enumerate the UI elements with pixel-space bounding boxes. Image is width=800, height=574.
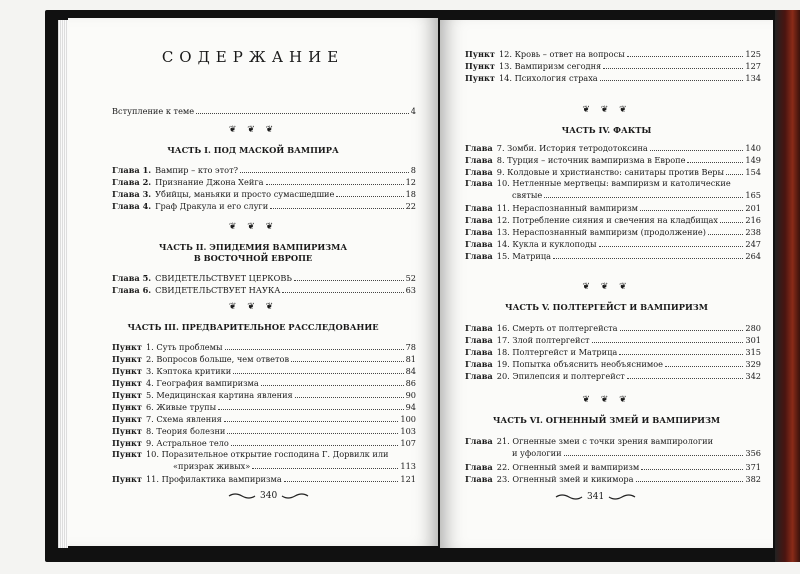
entry-page: 86 [405,378,416,388]
entry-page: 78 [405,342,416,352]
ornament-icon [228,492,256,500]
entry-label: 9. Астральное тело [145,438,229,448]
folio-number: 341 [587,492,605,502]
entry-label: 7. Зомби. История тетродотоксина [496,143,648,153]
toc-entry[interactable] [465,226,761,237]
entry-page: 100 [400,414,416,424]
toc-entry[interactable] [112,413,416,424]
toc-entry[interactable] [465,322,761,333]
entry-label: 14. Кукла и куклоподы [496,239,597,249]
entry-page: 12 [405,177,416,187]
ornament-icon [555,493,583,501]
entry-page: 18 [405,189,416,199]
entry-label: 12. Кровь – ответ на вопросы [498,49,625,59]
toc-entry[interactable] [465,346,761,357]
entry-label: СВИДЕТЕЛЬСТВУЕТ НАУКА [155,285,281,295]
entry-prefix: Глава [465,323,493,333]
entry-page: 371 [745,462,761,472]
entry-page: 84 [405,366,416,376]
toc-entry[interactable] [465,250,761,261]
toc-entry[interactable] [465,60,761,71]
entry-prefix: Пункт [112,414,142,424]
section-ornament: ❦ ❦ ❦ [582,105,631,115]
entry-page: 103 [400,426,416,436]
entry-page: 94 [405,402,416,412]
entry-page: 216 [745,215,761,225]
entry-label: и уфологии [512,448,562,458]
toc-entry[interactable] [112,473,416,484]
entry-prefix: Пункт [112,449,142,459]
toc-entry[interactable] [112,176,416,187]
entry-page: 22 [405,201,416,211]
page-number [228,491,309,501]
entry-prefix: Глава 5. [112,273,152,283]
entry-label: 4. География вампиризма [145,378,259,388]
part-heading: ЧАСТЬ I. ПОД МАСКОЙ ВАМПИРА [167,145,339,155]
toc-entry[interactable] [465,202,761,213]
toc-entry[interactable] [465,214,761,225]
entry-prefix: Пункт [112,402,142,412]
toc-entry[interactable] [112,353,416,364]
part-heading-line2: В ВОСТОЧНОЙ ЕВРОПЕ [193,253,313,263]
part-heading: ЧАСТЬ II. ЭПИДЕМИЯ ВАМПИРИЗМА [158,242,348,252]
entry-prefix: Глава 4. [112,201,152,211]
toc-entry[interactable] [465,72,761,83]
entry-prefix: Глава 3. [112,189,152,199]
entry-page: 107 [400,438,416,448]
left-page [68,18,438,546]
entry-prefix: Глава [465,462,493,472]
entry-page: 315 [745,347,761,357]
part-heading: ЧАСТЬ IV. ФАКТЫ [561,125,652,135]
entry-page: 90 [405,390,416,400]
entry-prefix: Глава [465,359,493,369]
entry-prefix: Пункт [112,378,142,388]
toc-entry[interactable] [465,370,761,381]
entry-prefix: Пункт [112,438,142,448]
entry-prefix: Глава [465,203,493,213]
toc-entry[interactable] [112,389,416,400]
entry-page: 113 [400,461,416,471]
entry-prefix: Глава 6. [112,285,152,295]
entry-page: 201 [745,203,761,213]
toc-entry[interactable] [112,365,416,376]
entry-label: 23. Огненный змей и кикимора [496,474,634,484]
section-ornament: ❦ ❦ ❦ [228,222,278,232]
entry-prefix: Пункт [465,61,495,71]
entry-page: 125 [745,49,761,59]
entry-label: 13. Нераспознанный вампиризм (продолжение) [496,227,706,237]
entry-label: Вампир – кто этот? [155,165,238,175]
entry-label: «призрак живых» [173,461,251,471]
entry-prefix: Глава [465,347,493,357]
entry-page: 134 [745,73,761,83]
part-heading: ЧАСТЬ III. ПРЕДВАРИТЕЛЬНОЕ РАССЛЕДОВАНИЕ [127,322,379,332]
entry-prefix: Глава [465,371,493,381]
entry-page: 4 [410,106,416,116]
page-edges [58,20,68,548]
ornament-icon [608,493,636,501]
entry-page: 301 [745,335,761,345]
entry-prefix: Глава 2. [112,177,152,187]
entry-page: 329 [745,359,761,369]
entry-label: СВИДЕТЕЛЬСТВУЕТ ЦЕРКОВЬ [155,273,292,283]
entry-page: 140 [745,143,761,153]
entry-label: 8. Турция – источник вампиризма в Европе [496,155,686,165]
part-heading: ЧАСТЬ V. ПОЛТЕРГЕЙСТ И ВАМПИРИЗМ [505,302,708,312]
entry-label: 1. Суть проблемы [145,342,223,352]
entry-label: святые [512,190,543,200]
toc-entry[interactable] [465,461,761,472]
entry-prefix: Пункт [112,366,142,376]
toc-entry[interactable] [465,334,761,345]
entry-label: 19. Попытка объяснить необъяснимое [496,359,664,369]
toc-entry[interactable] [465,358,761,369]
entry-prefix: Пункт [112,342,142,352]
section-ornament: ❦ ❦ ❦ [582,395,631,405]
entry-prefix: Глава [465,436,493,446]
entry-page: 127 [745,61,761,71]
toc-entry[interactable] [112,188,416,199]
toc-entry-cont[interactable] [512,189,761,200]
entry-label: Граф Дракула и его слуги [155,201,269,211]
entry-label: 11. Профилактика вампиризма [145,474,282,484]
toc-entry[interactable] [112,437,416,448]
section-ornament: ❦ ❦ ❦ [228,302,278,312]
entry-prefix: Глава [465,335,493,345]
entry-label: 16. Смерть от полтергейста [496,323,618,333]
toc-entry[interactable] [465,142,761,153]
toc-entry[interactable] [465,436,761,447]
entry-page: 342 [745,371,761,381]
entry-label: 14. Психология страха [498,73,598,83]
page-title: СОДЕРЖАНИЕ [161,48,345,66]
entry-page: 382 [745,474,761,484]
entry-page: 8 [410,165,416,175]
entry-prefix: Глава [465,178,493,188]
entry-label: Убийцы, маньяки и просто сумасшедшие [155,189,335,199]
entry-prefix: Глава [465,251,493,261]
right-page [440,20,773,548]
entry-prefix: Пункт [112,426,142,436]
entry-label: 8. Теория болезни [145,426,226,436]
entry-prefix: Глава [465,474,493,484]
entry-page: 154 [745,167,761,177]
toc-entry-cont[interactable] [512,447,761,458]
toc-entry[interactable] [112,401,416,412]
entry-label: 3. Кэптока критики [145,366,232,376]
entry-prefix: Глава [465,227,493,237]
entry-page: 264 [745,251,761,261]
entry-label: Вступление к теме [112,106,195,116]
toc-entry[interactable] [465,238,761,249]
entry-page: 165 [745,190,761,200]
section-ornament: ❦ ❦ ❦ [228,125,278,135]
toc-entry[interactable] [112,425,416,436]
entry-page: 149 [745,155,761,165]
entry-label: 10. Поразительное открытие господина Г. Дорвилк или [145,449,389,459]
entry-prefix: Пункт [112,474,142,484]
entry-prefix: Пункт [112,354,142,364]
entry-page: 63 [405,285,416,295]
toc-entry[interactable] [112,377,416,388]
entry-label: 5. Медицинская картина явления [145,390,293,400]
page-number [555,492,636,502]
entry-page: 238 [745,227,761,237]
entry-prefix: Пункт [465,73,495,83]
toc-entry[interactable] [465,473,761,484]
ornament-icon [281,492,309,500]
entry-label: 6. Живые трупы [145,402,217,412]
entry-prefix: Пункт [465,49,495,59]
entry-label: 17. Злой полтергейст [496,335,590,345]
toc-entry[interactable] [465,166,761,177]
entry-label: 9. Колдовые и христианство: санитары против Веры [496,167,725,177]
toc-entry[interactable] [112,341,416,352]
folio-number: 340 [260,491,278,501]
entry-label: 15. Матрица [496,251,551,261]
toc-entry[interactable] [112,284,416,295]
entry-label: 10. Нетленные мертвецы: вампиризм и католические [496,178,731,188]
entry-page: 52 [405,273,416,283]
background-edge [775,10,800,562]
entry-page: 356 [745,448,761,458]
entry-prefix: Пункт [112,390,142,400]
entry-label: 13. Вампиризм сегодня [498,61,602,71]
part-heading: ЧАСТЬ VI. ОГНЕННЫЙ ЗМЕЙ И ВАМПИРИЗМ [492,415,721,425]
entry-label: 22. Огненный змей и вампиризм [496,462,640,472]
entry-label: 21. Огненные змеи с точки зрения вампирологии [496,436,714,446]
entry-page: 81 [405,354,416,364]
entry-label: 11. Нераспознанный вампиризм [496,203,639,213]
entry-prefix: Глава [465,239,493,249]
entry-label: Признание Джона Хейга [155,177,264,187]
toc-entry[interactable] [112,164,416,175]
entry-page: 121 [400,474,416,484]
entry-prefix: Глава [465,155,493,165]
entry-prefix: Глава 1. [112,165,152,175]
entry-prefix: Глава [465,215,493,225]
toc-entry-cont[interactable] [173,460,416,471]
entry-label: 2. Вопросов больше, чем ответов [145,354,290,364]
entry-label: 12. Потребление сияния и свечения на кладбищах [496,215,718,225]
toc-entry[interactable] [465,178,761,189]
toc-entry[interactable] [112,200,416,211]
toc-entry[interactable] [112,272,416,283]
entry-label: 18. Полтергейст и Матрица [496,347,618,357]
entry-page: 280 [745,323,761,333]
entry-label: 7. Схема явления [145,414,222,424]
entry-prefix: Глава [465,167,493,177]
entry-prefix: Глава [465,143,493,153]
entry-label: 20. Эпилепсия и полтергейст [496,371,625,381]
toc-entry[interactable] [465,48,761,59]
entry-page: 247 [745,239,761,249]
toc-entry[interactable] [112,449,416,460]
toc-entry-intro[interactable] [112,105,416,116]
toc-entry[interactable] [465,154,761,165]
section-ornament: ❦ ❦ ❦ [582,282,631,292]
